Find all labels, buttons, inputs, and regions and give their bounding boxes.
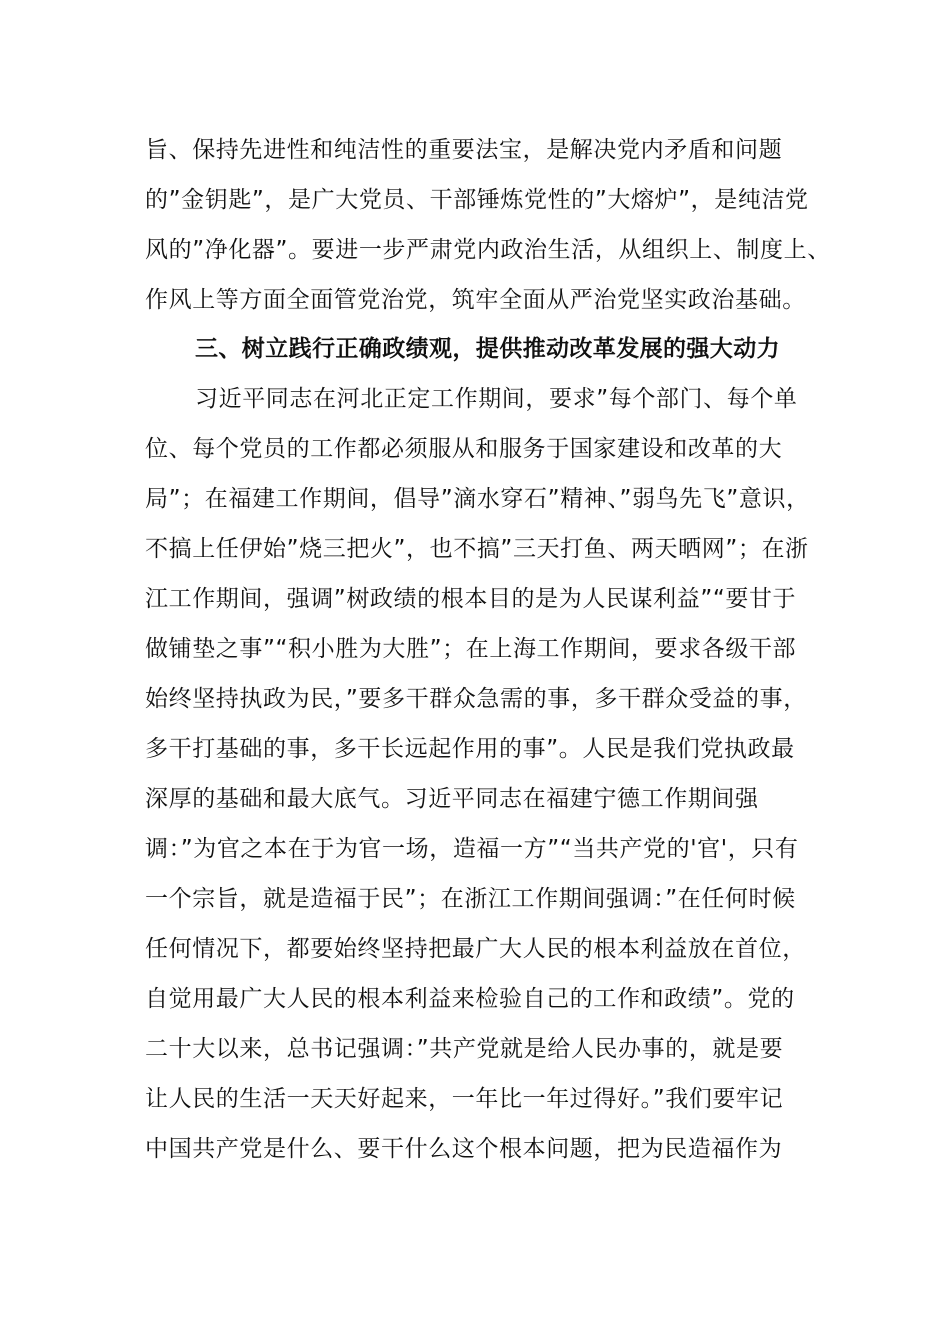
body-line: 位、每个党员的工作都必须服从和服务于国家建设和改革的大	[145, 436, 783, 462]
body-line: 作风上等方面全面管党治党，筑牢全面从严治党坚实政治基础。	[145, 287, 806, 313]
body-line: 一个宗旨，就是造福于民”；在浙江工作期间强调：”在任何时候	[145, 886, 796, 912]
body-line: 深厚的基础和最大底气。习近平同志在福建宁德工作期间强	[145, 786, 759, 812]
body-line: 局”；在福建工作期间，倡导”滴水穿石”精神、”弱鸟先飞”意识，	[145, 486, 810, 512]
body-line: 自觉用最广大人民的根本利益来检验自己的工作和政绩”。党的	[145, 986, 795, 1012]
body-line: 让人民的生活一天天好起来，一年比一年过得好。”我们要牢记	[145, 1086, 784, 1112]
body-line: 中国共产党是什么、要干什么这个根本问题，把为民造福作为	[145, 1136, 783, 1162]
body-line: 调：”为官之本在于为官一场，造福一方”“当共产党的'官'，只有	[145, 836, 799, 862]
body-line: 的”金钥匙”，是广大党员、干部锤炼党性的”大熔炉”，是纯洁党	[145, 187, 809, 213]
body-line: 风的”净化器”。要进一步严肃党内政治生活，从组织上、制度上、	[145, 237, 831, 263]
body-line: 任何情况下，都要始终坚持把最广大人民的根本利益放在首位，	[145, 936, 806, 962]
body-line: 旨、保持先进性和纯洁性的重要法宝，是解决党内矛盾和问题	[145, 137, 783, 163]
body-line: 二十大以来，总书记强调：”共产党就是给人民办事的，就是要	[145, 1036, 784, 1062]
body-line: 多干打基础的事，多干长远起作用的事”。人民是我们党执政最	[145, 736, 795, 762]
section-heading: 三、树立践行正确政绩观，提供推动改革发展的强大动力	[195, 336, 780, 362]
body-line: 做铺垫之事”“积小胜为大胜”；在上海工作期间，要求各级干部	[145, 636, 797, 662]
body-line: 习近平同志在河北正定工作期间，要求”每个部门、每个单	[195, 386, 798, 412]
body-line: 始终坚持执政为民，”要多干群众急需的事，多干群众受益的事，	[145, 686, 807, 712]
body-line: 不搞上任伊始”烧三把火”，也不搞”三天打鱼、两天晒网”；在浙	[145, 536, 809, 562]
body-line: 江工作期间，强调”树政绩的根本目的是为人民谋利益”“要甘于	[145, 586, 797, 612]
